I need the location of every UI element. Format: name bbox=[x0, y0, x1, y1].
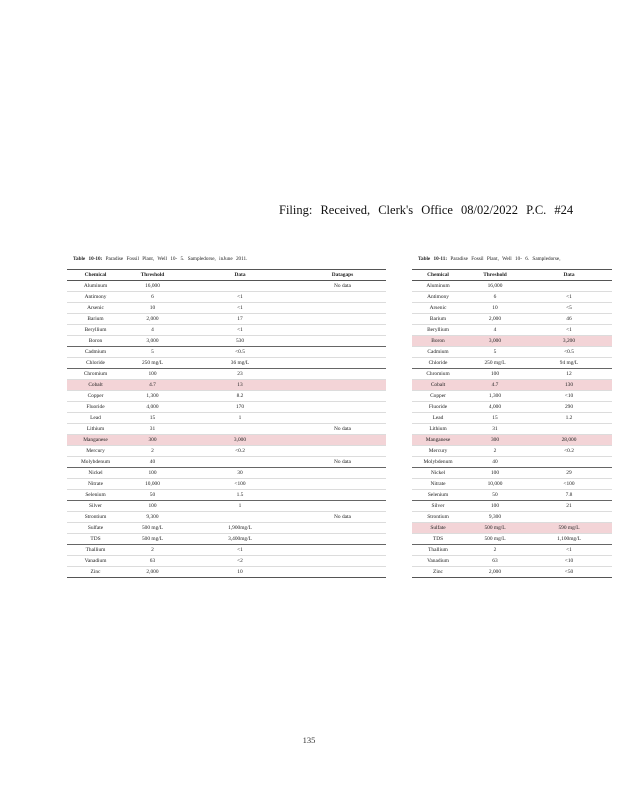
threshold-cell: 63 bbox=[492, 558, 498, 564]
table-row bbox=[412, 512, 612, 523]
data-cell: 30 bbox=[237, 470, 243, 476]
chemical-cell: Copper bbox=[87, 393, 104, 399]
threshold-cell: 2,000 bbox=[488, 569, 502, 575]
chemical-cell: Sulfate bbox=[430, 525, 446, 531]
data-cell: <0.2 bbox=[564, 448, 574, 454]
table-row bbox=[67, 479, 386, 490]
threshold-cell: 2,000 bbox=[488, 316, 502, 322]
chemical-cell: Silver bbox=[89, 503, 102, 509]
table-row bbox=[67, 402, 386, 413]
chemical-cell: Aluminum bbox=[83, 283, 108, 289]
data-cell: <5 bbox=[566, 305, 572, 311]
data-cell: <100 bbox=[234, 481, 246, 487]
data-cell: <2 bbox=[237, 558, 243, 564]
data-cell: <1 bbox=[237, 294, 243, 300]
table-header-row bbox=[67, 270, 386, 281]
threshold-cell: 40 bbox=[492, 459, 498, 465]
threshold-cell: 9,300 bbox=[146, 514, 159, 520]
data-cell: 1.2 bbox=[565, 415, 573, 421]
table-row bbox=[67, 468, 386, 479]
data-cell: 17 bbox=[237, 316, 243, 322]
data-cell: 590 mg/L bbox=[558, 525, 580, 531]
data-cell: <0.2 bbox=[235, 448, 245, 454]
data-cell: 3,400mg/L bbox=[228, 536, 252, 542]
data-cell: 3,000 bbox=[233, 437, 247, 443]
gap-cell: No data bbox=[334, 514, 351, 520]
right-table-caption bbox=[418, 256, 561, 262]
threshold-cell: 100 bbox=[148, 371, 157, 377]
table-row bbox=[412, 468, 612, 479]
data-cell: <1 bbox=[237, 305, 243, 311]
data-cell: 1,100mg/L bbox=[557, 536, 581, 542]
table-row bbox=[412, 490, 612, 501]
table-row bbox=[67, 545, 386, 556]
chemical-cell: Lead bbox=[90, 415, 101, 421]
left-caption-label: Table 10-10: bbox=[73, 256, 103, 262]
chemical-cell: TDS bbox=[90, 536, 101, 542]
data-cell: <100 bbox=[563, 481, 575, 487]
table-row bbox=[67, 369, 386, 380]
threshold-cell: 100 bbox=[148, 470, 157, 476]
chemical-cell: Arsenic bbox=[87, 305, 104, 311]
threshold-cell: 2,000 bbox=[146, 316, 159, 322]
threshold-cell: 3,000 bbox=[488, 338, 502, 344]
threshold-cell: 16,000 bbox=[145, 283, 160, 289]
data-cell: <50 bbox=[564, 569, 574, 575]
chemical-cell: Zinc bbox=[90, 569, 101, 575]
chemical-cell: Manganese bbox=[425, 437, 451, 443]
table-row bbox=[67, 523, 386, 534]
threshold-cell: 50 bbox=[149, 492, 156, 498]
table-row bbox=[67, 534, 386, 545]
threshold-cell: 4 bbox=[493, 327, 497, 333]
table-row bbox=[67, 424, 386, 435]
data-cell: 1.5 bbox=[236, 492, 244, 498]
threshold-cell: 1,300 bbox=[488, 393, 502, 399]
data-cell: <10 bbox=[564, 393, 574, 399]
header-chemical: Chemical bbox=[427, 272, 449, 278]
threshold-cell: 500 mg/L bbox=[484, 536, 506, 542]
left-data-table bbox=[67, 269, 386, 578]
threshold-cell: 6 bbox=[493, 294, 497, 300]
page-number: 135 bbox=[302, 735, 316, 745]
chemical-cell: Boron bbox=[88, 338, 103, 344]
threshold-cell: 31 bbox=[492, 426, 498, 432]
left-caption-text: Paradise Fossil Plant, Well 10- 5. Sampledorse, inJune 2011. bbox=[105, 256, 248, 262]
threshold-cell: 4,000 bbox=[146, 404, 159, 410]
threshold-cell: 4 bbox=[151, 327, 154, 333]
threshold-cell: 40 bbox=[149, 459, 156, 465]
threshold-cell: 2 bbox=[493, 547, 497, 553]
right-data-table bbox=[412, 269, 612, 578]
chemical-cell: Mercury bbox=[86, 448, 105, 454]
chemical-cell: Antimony bbox=[427, 294, 449, 300]
threshold-cell: 2,000 bbox=[146, 569, 159, 575]
table-row bbox=[67, 314, 386, 325]
chemical-cell: Cadmium bbox=[427, 349, 449, 355]
header-threshold: Threshold bbox=[140, 272, 165, 278]
chemical-cell: Cadmium bbox=[84, 349, 107, 355]
gap-cell: No data bbox=[334, 283, 351, 289]
chemical-cell: Chloride bbox=[86, 360, 105, 366]
table-row bbox=[67, 501, 386, 512]
table-row bbox=[412, 534, 612, 545]
chemical-cell: Nickel bbox=[430, 470, 446, 476]
data-cell: 7.8 bbox=[565, 492, 573, 498]
table-row bbox=[412, 325, 612, 336]
chemical-cell: Silver bbox=[431, 503, 445, 509]
threshold-cell: 500 mg/L bbox=[484, 525, 506, 531]
threshold-cell: 10 bbox=[492, 305, 498, 311]
threshold-cell: 5 bbox=[493, 349, 497, 355]
data-cell: 10 bbox=[237, 569, 243, 575]
table-row bbox=[67, 490, 386, 501]
data-cell: 29 bbox=[566, 470, 572, 476]
chemical-cell: Lithium bbox=[86, 426, 105, 432]
data-cell: 36 mg/L bbox=[230, 360, 250, 366]
chemical-cell: Strontium bbox=[84, 514, 107, 520]
table-row bbox=[67, 292, 386, 303]
table-row bbox=[67, 457, 386, 468]
threshold-cell: 250 mg/L bbox=[141, 360, 164, 366]
threshold-cell: 31 bbox=[149, 426, 156, 432]
chemical-cell: Aluminum bbox=[426, 283, 450, 289]
chemical-cell: Zinc bbox=[433, 569, 443, 575]
table-row bbox=[412, 424, 612, 435]
table-row bbox=[67, 567, 386, 577]
data-cell: 130 bbox=[564, 382, 574, 388]
table-row bbox=[412, 501, 612, 512]
chemical-cell: Arsenic bbox=[429, 305, 447, 311]
header-chemical: Chemical bbox=[84, 272, 107, 278]
threshold-cell: 9,300 bbox=[488, 514, 502, 520]
table-row bbox=[412, 556, 612, 567]
data-cell: <1 bbox=[237, 327, 243, 333]
data-cell: 46 bbox=[566, 316, 572, 322]
chemical-cell: Chromium bbox=[83, 371, 108, 377]
data-cell: <0.5 bbox=[564, 349, 574, 355]
table-row bbox=[412, 413, 612, 424]
chemical-cell: Fluoride bbox=[428, 404, 448, 410]
data-cell: 23 bbox=[237, 371, 243, 377]
table-row bbox=[67, 413, 386, 424]
threshold-cell: 2 bbox=[493, 448, 497, 454]
threshold-cell: 100 bbox=[490, 371, 500, 377]
filing-stamp: Filing: Received, Clerk's Office 08/02/2022 P.C. #24 bbox=[279, 203, 574, 217]
table-row bbox=[412, 380, 612, 391]
table-row bbox=[67, 435, 386, 446]
data-cell: <10 bbox=[564, 558, 574, 564]
chemical-cell: Cobalt bbox=[88, 382, 103, 388]
chemical-cell: Manganese bbox=[83, 437, 108, 443]
table-row bbox=[412, 567, 612, 577]
table-row bbox=[67, 336, 386, 347]
header-threshold: Threshold bbox=[483, 272, 507, 278]
table-row bbox=[412, 435, 612, 446]
data-cell: 21 bbox=[566, 503, 572, 509]
right-caption-text: Paradise Fossil Plant, Well 10- 6. Sampledorse, bbox=[450, 256, 561, 262]
table-row bbox=[412, 446, 612, 457]
chemical-cell: Nickel bbox=[88, 470, 103, 476]
chemical-cell: Beryllium bbox=[84, 327, 107, 333]
threshold-cell: 10 bbox=[149, 305, 156, 311]
gap-cell: No data bbox=[334, 426, 351, 432]
data-cell: 3,200 bbox=[562, 338, 576, 344]
chemical-cell: Vanadium bbox=[84, 558, 107, 564]
data-cell: <1 bbox=[566, 547, 572, 553]
header-datagaps: Datagaps bbox=[331, 272, 354, 278]
table-row bbox=[412, 391, 612, 402]
chemical-cell: Thallium bbox=[428, 547, 448, 553]
chemical-cell: Lead bbox=[432, 415, 444, 421]
chemical-cell: Mercury bbox=[428, 448, 448, 454]
threshold-cell: 50 bbox=[492, 492, 498, 498]
table-row bbox=[412, 358, 612, 369]
right-caption-label: Table 10-11: bbox=[418, 256, 448, 262]
threshold-cell: 3,000 bbox=[146, 338, 159, 344]
table-row bbox=[412, 336, 612, 347]
table-row bbox=[67, 446, 386, 457]
header-data: Data bbox=[563, 272, 575, 278]
table-row bbox=[412, 281, 612, 292]
chemical-cell: Selenium bbox=[427, 492, 449, 498]
table-row bbox=[67, 303, 386, 314]
table-row bbox=[67, 358, 386, 369]
table-row bbox=[412, 457, 612, 468]
table-row bbox=[67, 380, 386, 391]
table-row bbox=[67, 325, 386, 336]
chemical-cell: Barium bbox=[429, 316, 447, 322]
chemical-cell: Molybdenum bbox=[423, 459, 453, 465]
data-cell: 12 bbox=[566, 371, 572, 377]
data-cell: 1,900mg/L bbox=[228, 525, 252, 531]
threshold-cell: 100 bbox=[148, 503, 157, 509]
data-cell: 290 bbox=[564, 404, 574, 410]
data-cell: 170 bbox=[235, 404, 245, 410]
threshold-cell: 500 mg/L bbox=[141, 525, 164, 531]
chemical-cell: Lithium bbox=[429, 426, 447, 432]
chemical-cell: Fluoride bbox=[86, 404, 105, 410]
threshold-cell: 100 bbox=[490, 503, 500, 509]
data-cell: 1 bbox=[238, 503, 242, 509]
table-row bbox=[412, 479, 612, 490]
chemical-cell: Copper bbox=[430, 393, 446, 399]
table-row bbox=[412, 303, 612, 314]
chemical-cell: Chromium bbox=[426, 371, 450, 377]
table-row bbox=[412, 369, 612, 380]
chemical-cell: Chloride bbox=[428, 360, 448, 366]
threshold-cell: 2 bbox=[151, 448, 154, 454]
threshold-cell: 4.7 bbox=[491, 382, 499, 388]
data-cell: <1 bbox=[566, 327, 572, 333]
data-cell: 13 bbox=[237, 382, 243, 388]
threshold-cell: 15 bbox=[149, 415, 156, 421]
data-cell: <1 bbox=[237, 547, 243, 553]
threshold-cell: 1,300 bbox=[146, 393, 159, 399]
chemical-cell: Vanadium bbox=[427, 558, 449, 564]
table-row bbox=[412, 314, 612, 325]
chemical-cell: Selenium bbox=[85, 492, 106, 498]
table-row bbox=[412, 347, 612, 358]
chemical-cell: Boron bbox=[431, 338, 445, 344]
chemical-cell: TDS bbox=[432, 536, 444, 542]
threshold-cell: 2 bbox=[151, 547, 154, 553]
chemical-cell: Antimony bbox=[84, 294, 107, 300]
chemical-cell: Nitrate bbox=[430, 481, 446, 487]
chemical-cell: Sulfate bbox=[87, 525, 104, 531]
threshold-cell: 4.7 bbox=[149, 382, 156, 388]
table-row bbox=[412, 523, 612, 534]
threshold-cell: 63 bbox=[149, 558, 156, 564]
threshold-cell: 6 bbox=[151, 294, 154, 300]
threshold-cell: 16,000 bbox=[487, 283, 503, 289]
data-cell: <1 bbox=[566, 294, 572, 300]
table-row bbox=[67, 556, 386, 567]
threshold-cell: 4,000 bbox=[488, 404, 502, 410]
data-cell: 94 mg/L bbox=[559, 360, 579, 366]
chemical-cell: Thallium bbox=[85, 547, 106, 553]
data-cell: 8.2 bbox=[236, 393, 244, 399]
table-row bbox=[67, 391, 386, 402]
data-cell: 1 bbox=[238, 415, 242, 421]
table-row bbox=[67, 512, 386, 523]
table-row bbox=[67, 347, 386, 358]
header-data: Data bbox=[234, 272, 246, 278]
threshold-cell: 500 mg/L bbox=[141, 536, 164, 542]
threshold-cell: 300 bbox=[490, 437, 500, 443]
data-cell: <0.5 bbox=[235, 349, 245, 355]
table-row bbox=[412, 292, 612, 303]
data-cell: 28,000 bbox=[561, 437, 577, 443]
table-row bbox=[412, 402, 612, 413]
table-row bbox=[67, 281, 386, 292]
gap-cell: No data bbox=[334, 459, 351, 465]
left-table-caption bbox=[73, 256, 247, 262]
data-cell: 530 bbox=[235, 338, 245, 344]
chemical-cell: Beryllium bbox=[427, 327, 449, 333]
chemical-cell: Molybdenum bbox=[80, 459, 111, 465]
threshold-cell: 300 bbox=[148, 437, 157, 443]
threshold-cell: 100 bbox=[490, 470, 500, 476]
chemical-cell: Nitrate bbox=[88, 481, 103, 487]
threshold-cell: 5 bbox=[151, 349, 154, 355]
threshold-cell: 15 bbox=[492, 415, 498, 421]
threshold-cell: 10,000 bbox=[145, 481, 160, 487]
threshold-cell: 250 mg/L bbox=[484, 360, 506, 366]
chemical-cell: Barium bbox=[87, 316, 104, 322]
chemical-cell: Strontium bbox=[427, 514, 449, 520]
table-header-row bbox=[412, 270, 612, 281]
table-row bbox=[412, 545, 612, 556]
chemical-cell: Cobalt bbox=[430, 382, 446, 388]
threshold-cell: 10,000 bbox=[487, 481, 503, 487]
